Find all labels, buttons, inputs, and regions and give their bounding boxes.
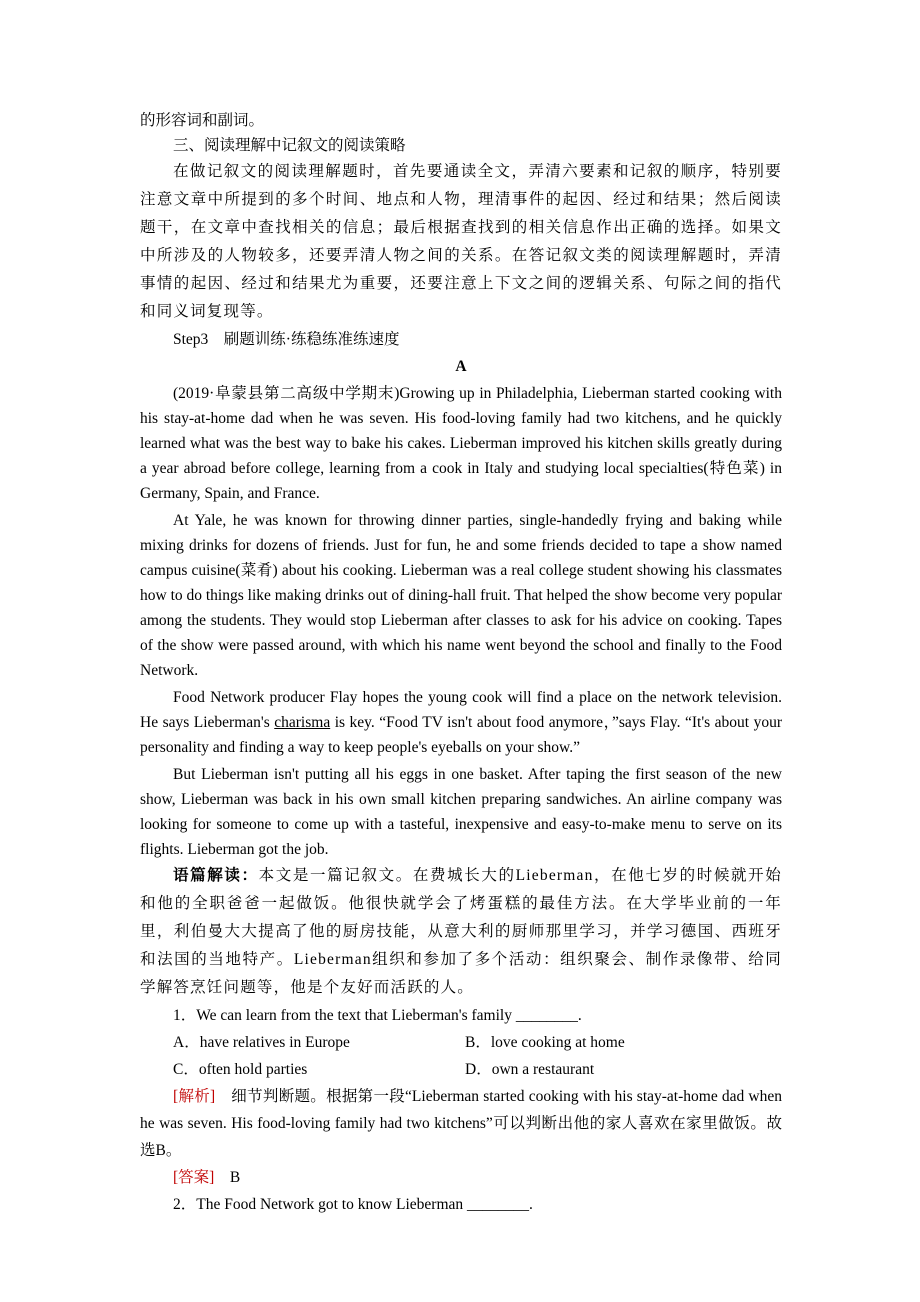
- question1-stem: 1．We can learn from the text that Lieberman's family ________.: [173, 1007, 582, 1024]
- answer-tag: [答案]: [173, 1169, 215, 1186]
- section3-body: 在做记叙文的阅读理解题时，首先要通读全文，弄清六要素和记叙的顺序，特别要注意文章中所提到的多个时间、地点和人物，理清事件的起因、经过和结果；然后阅读题干，在文章中查找相关的信息；最后根据查找到的相关信息作出正确的选择。如果文中所涉及的人物较多，还要弄清人物之间的关系。在答记叙文类的阅读理解题时，弄清事情的起因、经过和结果尤为重要，还要注意上下文之间的逻辑关系、句际之间的指代和同义词复现等。: [140, 163, 782, 320]
- p3-after: is key. “Food TV isn't about food anymore，”says Flay. “It's about your personality and finding a way to keep people's eyeballs on your show.”: [140, 714, 782, 756]
- analysis-label: 语篇解读：: [173, 867, 259, 884]
- passage-paragraph-4: But Lieberman isn't putting all his eggs in one basket. After taping the first season of the new show, Lieberman was back in his own small kitchen preparing sandwiches. An airline company was looking for someone to come up with a tasteful, inexpensive and easy-to-make menu to serve on its flights. Lieberman got the job.: [140, 766, 782, 858]
- question1-options-row1: [140, 1029, 782, 1056]
- explanation-text: 细节判断题。根据第一段“Lieberman started cooking with his stay-at-home dad when he was seven. His food-loving family had two kitchens”可以判断出他的家人喜欢在家里做饭。故选B。: [140, 1088, 783, 1159]
- question1-options-row2: [140, 1056, 782, 1083]
- analysis-text: 本文是一篇记叙文。在费城长大的Lieberman，在他七岁的时候就开始和他的全职爸爸一起做饭。他很快就学会了烤蛋糕的最佳方法。在大学毕业前的一年里，利伯曼大大提高了他的厨房技能，从意大利的厨师那里学习，并学习德国、西班牙和法国的当地特产。Lieberman组织和参加了多个活动：组织聚会、制作录像带、给同学解答烹饪问题等，他是个友好而活跃的人。: [140, 867, 782, 996]
- underlined-word-charisma: charisma: [274, 714, 331, 731]
- question1-option-d[interactable]: D．own a restaurant: [465, 1061, 595, 1078]
- passage-paragraph-1: (2019·阜蒙县第二高级中学期末)Growing up in Philadelphia, Lieberman started cooking with his stay-at-home dad when he was seven. His food-loving family had two kitchens, and he quickly learned what was the best way to bake his cakes. Lieberman improved his kitchen skills greatly during a year abroad before college, learning from a cook in Italy and studying local specialties(特色菜) in Germany, Spain, and France.: [140, 385, 782, 502]
- question1-option-c[interactable]: C．often hold parties: [173, 1061, 308, 1078]
- passage-label: A: [455, 358, 467, 375]
- answer-text: B: [214, 1169, 241, 1186]
- p3-before: Food Network producer Flay hopes the young cook will find a place on the network television. He says Lieberman's: [140, 689, 782, 731]
- question1-explanation: [140, 1083, 782, 1164]
- question2-stem: 2．The Food Network got to know Lieberman ________.: [173, 1196, 533, 1213]
- passage-paragraph-2: At Yale, he was known for throwing dinner parties, single-handedly frying and baking while mixing drinks for dozens of friends. Just for fun, he and some friends decided to tape a show named campus cuisine(菜肴) about his cooking. Lieberman was a real college student showing his classmates how to do things like making drinks out of dining-hall fruit. That helped the show become very popular among the students. They would stop Lieberman after classes to ask for his advice on cooking. Tapes of the show were passed around, with which his name went beyond the school and finally to the Food Network.: [140, 512, 782, 679]
- question1-option-b[interactable]: B．love cooking at home: [465, 1034, 625, 1051]
- question1-option-a[interactable]: A．have relatives in Europe: [173, 1034, 350, 1051]
- question1-answer: [140, 1164, 782, 1191]
- document-page: [140, 108, 782, 1218]
- step3-heading: Step3 刷题训练·练稳练准练速度: [173, 331, 400, 348]
- intro-tail: 的形容词和副词。: [140, 112, 265, 129]
- analysis-paragraph: [140, 862, 782, 1002]
- explanation-tag: [解析]: [173, 1088, 216, 1105]
- section3-title: 三、阅读理解中记叙文的阅读策略: [173, 137, 406, 154]
- passage-paragraph-3: [140, 685, 782, 760]
